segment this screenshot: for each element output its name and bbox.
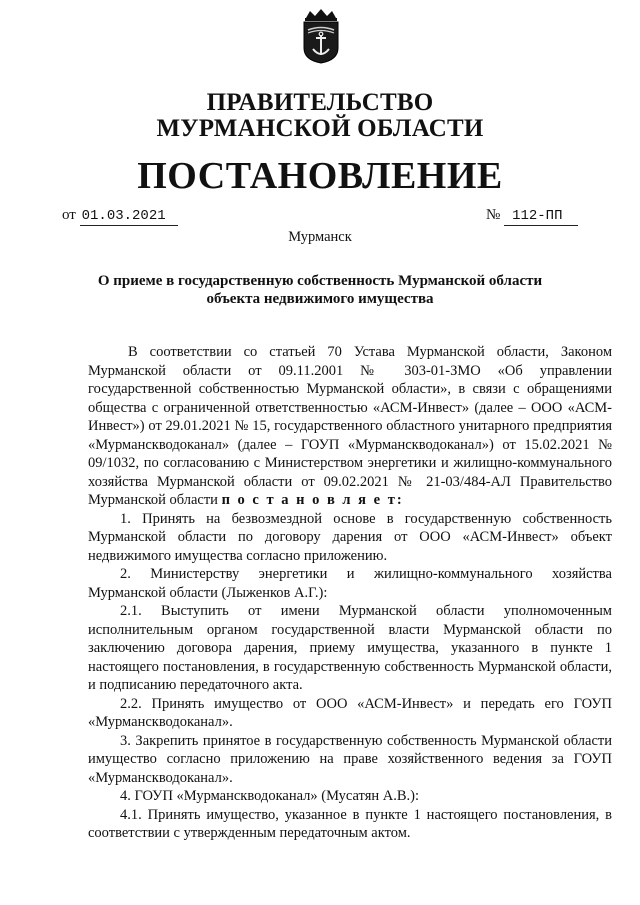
- document-title: [80, 272, 560, 308]
- document-date: [62, 206, 178, 226]
- paragraph-2: 2. Министерству энергетики и жилищно-коммунального хозяйства Мурманской области (Лыженков А.Г.):: [88, 566, 612, 601]
- title-line1: О приеме в государственную собственность Мурманской области: [97, 273, 543, 289]
- coat-of-arms-emblem: [300, 8, 342, 64]
- city-name: Мурманск: [288, 229, 352, 245]
- paragraph-2-2: 2.2. Принять имущество от ООО «АСМ-Инвест» и передать его ГОУП «Мурманскводоканал».: [88, 695, 612, 730]
- date-prefix: от: [62, 207, 76, 223]
- preamble-text: В соответствии со статьей 70 Устава Мурманской области, Законом Мурманской области от 09.11.2001 № 303-01-ЗМО «Об управлении государственной собственностью Мурманской области», в связи с обращениями общества с ограниченной ответственностью «АСМ-Инвест» (далее – ООО «АСМ-Инвест») от 29.01.2021 № 15, государственного областного унитарного предприятия «Мурманскводоканал» (далее – ГОУП «Мурманскводоканал») от 15.02.2021 № 09/1032, по согласованию с Министерством энергетики и жилищно-коммунального хозяйства Мурманской области от 09.02.2021 № 21-03/484-АЛ Правительство Мурманской области: [88, 344, 612, 508]
- preamble-paragraph: [88, 343, 612, 510]
- paragraph-3: 3. Закрепить принятое в государственную собственность Мурманской области имущество согласно приложению на праве хозяйственного ведения за ГОУП «Мурманскводоканал».: [88, 732, 612, 786]
- resolves-word: п о с т а н о в л я е т:: [221, 492, 404, 508]
- paragraph-4-1: 4.1. Принять имущество, указанное в пункте 1 настоящего постановления, в соответствии с утвержденным передаточным актом.: [88, 806, 612, 841]
- government-title-line1: ПРАВИТЕЛЬСТВО: [206, 89, 434, 116]
- date-value: 01.03.2021: [80, 207, 178, 226]
- paragraph-1: 1. Принять на безвозмездной основе в государственную собственность Мурманской области по договору дарения от ООО «АСМ-Инвест» объект недвижимого имущества согласно приложению.: [88, 510, 612, 564]
- paragraph-2-1: 2.1. Выступить от имени Мурманской области уполномоченным исполнительным органом государственной власти Мурманской области по заключению договора дарения, приему имущества, указанного в пункте 1 настоящего постановления, в государственную собственность Мурманской области, и подписанию передаточного акта.: [88, 603, 612, 693]
- number-prefix: №: [486, 207, 501, 223]
- document-number: [486, 206, 578, 226]
- document-type-heading: ПОСТАНОВЛЕНИЕ: [137, 155, 503, 197]
- coat-of-arms-icon: [300, 8, 342, 64]
- paragraph-4: 4. ГОУП «Мурманскводоканал» (Мусатян А.В.):: [120, 788, 419, 804]
- document-body: [88, 343, 612, 843]
- title-line2: объекта недвижимого имущества: [206, 291, 434, 307]
- number-value: 112-ПП: [504, 207, 578, 226]
- government-title-line2: МУРМАНСКОЙ ОБЛАСТИ: [156, 115, 484, 142]
